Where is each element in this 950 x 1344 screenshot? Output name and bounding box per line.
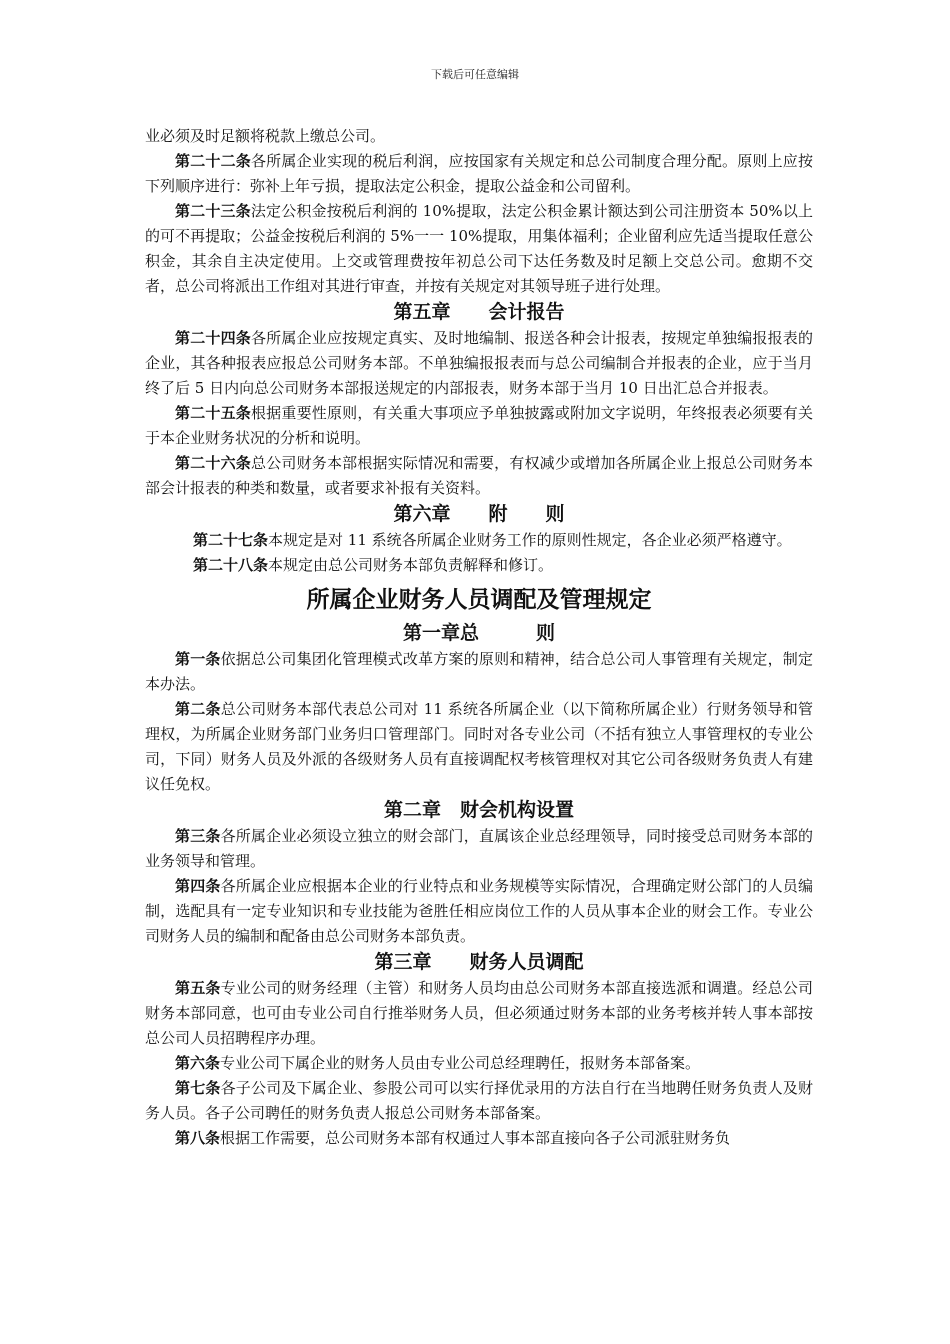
article-2	[145, 697, 813, 797]
article-text: 各所属企业应按规定真实、及时地编制、报送各种会计报表，按规定单独编报报表的企业，其各种报表应报总公司财务本部。不单独编报报表而与总公司编制合并报表的企业，应于当月终了后 5 日内向总公司财务本部报送规定的内部报表，财务本部于当月 10 日出汇总合并报表。	[145, 329, 813, 397]
article-text: 法定公积金按税后利润的 10%提取，法定公积金累计额达到公司注册资本 50%以上的可不再提取；公益金按税后利润的 5%一一 10%提取，用集体福利；企业留利应先适当提取任意公积金，其余自主决定使用。上交或管理费按年初总公司下达任务数及时足额上交总公司。愈期不交者，总公司将派出工作组对其进行审查，并按有关规定对其领导班子进行处理。	[145, 202, 813, 295]
article-label: 第五条	[175, 979, 221, 997]
article-1	[145, 647, 813, 697]
article-text: 总公司财务本部根据实际情况和需要，有权减少或增加各所属企业上报总公司财务本部会计报表的种类和数量，或者要求补报有关资料。	[145, 454, 813, 497]
paragraph: 业必须及时足额将税款上缴总公司。	[145, 127, 386, 145]
article-label: 第二十五条	[175, 404, 251, 422]
article-27	[145, 528, 813, 553]
article-text: 根据重要性原则，有关重大事项应予单独披露或附加文字说明，年终报表必须要有关于本企业财务状况的分析和说明。	[145, 404, 813, 447]
page-header: 下载后可任意编辑	[431, 68, 519, 81]
chapter-heading: 第五章 会计报告	[393, 301, 565, 323]
article-label: 第六条	[175, 1054, 221, 1072]
article-text: 各所属企业实现的税后利润，应按国家有关规定和总公司制度合理分配。原则上应按下列顺序进行：弥补上年亏损，提取法定公积金，提取公益金和公司留利。	[145, 152, 813, 195]
article-text: 各所属企业必须设立独立的财会部门，直属该企业总经理领导，同时接受总司财务本部的业务领导和管理。	[145, 827, 813, 870]
article-22	[145, 149, 813, 199]
article-text: 各子公司及下属企业、参股公司可以实行择优录用的方法自行在当地聘任财务负责人及财务人员。各子公司聘任的财务负责人报总公司财务本部备案。	[145, 1079, 813, 1122]
chapter-heading: 第三章 财务人员调配	[374, 951, 584, 973]
article-text: 各所属企业应根据本企业的行业特点和业务规模等实际情况，合理确定财公部门的人员编制，选配具有一定专业知识和专业技能为爸胜任相应岗位工作的人员从事本企业的财会工作。专业公司财务人员的编制和配备由总公司财务本部负责。	[145, 877, 813, 945]
article-label: 第二十六条	[175, 454, 251, 472]
chapter-heading: 第一章总 则	[402, 622, 555, 644]
article-25	[145, 401, 813, 451]
article-label: 第二十四条	[175, 329, 251, 347]
article-label: 第七条	[175, 1079, 221, 1097]
article-label: 第一条	[175, 650, 221, 668]
article-8	[145, 1126, 813, 1151]
article-text: 依据总公司集团化管理模式改革方案的原则和精神，结合总公司人事管理有关规定，制定本办法。	[145, 650, 813, 693]
article-6	[145, 1051, 813, 1076]
chapter-heading: 第六章 附 则	[393, 503, 565, 525]
article-text: 本规定是对 11 系统各所属企业财务工作的原则性规定，各企业必须严格遵守。	[268, 531, 792, 549]
chapter-heading: 第二章 财会机构设置	[383, 799, 574, 821]
article-label: 第三条	[175, 827, 221, 845]
article-text: 专业公司的财务经理（主管）和财务人员均由总公司财务本部直接选派和调遣。经总公司财务本部同意，也可由专业公司自行推举财务人员，但必须通过财务本部的业务考核并转人事本部按总公司人员招聘程序办理。	[145, 979, 813, 1047]
article-label: 第八条	[175, 1129, 221, 1147]
article-label: 第二十七条	[193, 531, 269, 549]
article-text: 本规定由总公司财务本部负责解释和修订。	[268, 556, 554, 574]
article-23	[145, 199, 813, 299]
article-4	[145, 874, 813, 949]
article-text: 总公司财务本部代表总公司对 11 系统各所属企业（以下简称所属企业）行财务领导和管理权，为所属企业财务部门业务归口管理部门。同时对各专业公司（不括有独立人事管理权的专业公司，下同）财务人员及外派的各级财务人员有直接调配权考核管理权对其它公司各级财务负责人有建议任免权。	[145, 700, 813, 793]
article-text: 根据工作需要，总公司财务本部有权通过人事本部直接向各子公司派驻财务负	[220, 1129, 731, 1147]
article-text: 专业公司下属企业的财务人员由专业公司总经理聘任，报财务本部备案。	[220, 1054, 701, 1072]
article-label: 第二十八条	[193, 556, 269, 574]
article-5	[145, 976, 813, 1051]
article-24	[145, 326, 813, 401]
article-26	[145, 451, 813, 501]
article-3	[145, 824, 813, 874]
article-7	[145, 1076, 813, 1126]
article-label: 第二十二条	[175, 152, 251, 170]
article-label: 第二条	[175, 700, 221, 718]
article-28	[145, 553, 813, 578]
article-label: 第二十三条	[175, 202, 251, 220]
article-label: 第四条	[175, 877, 221, 895]
document-body	[145, 124, 813, 1151]
document-title: 所属企业财务人员调配及管理规定	[306, 586, 652, 613]
